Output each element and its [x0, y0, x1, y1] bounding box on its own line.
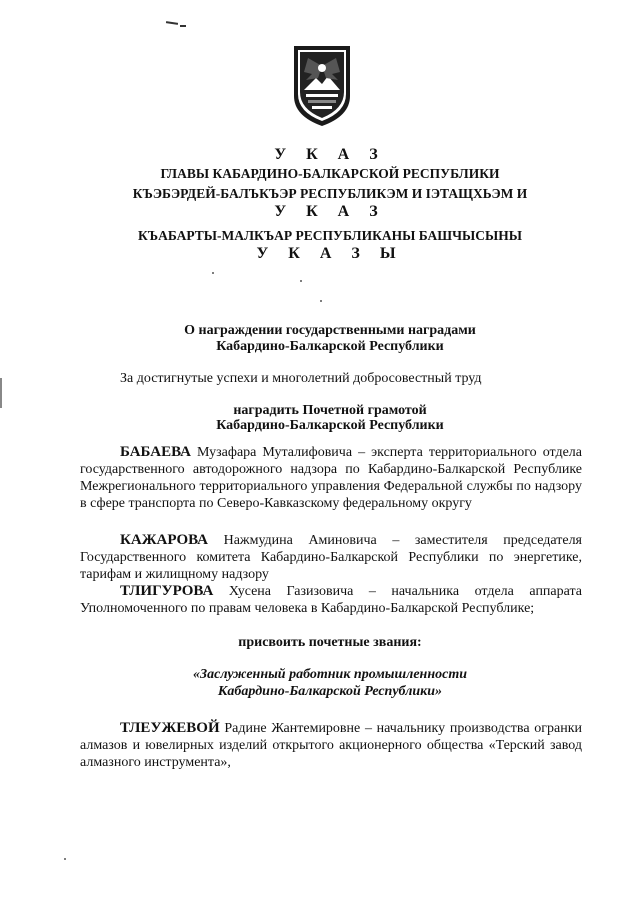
person-description: Нажмудина Аминовича – заместителя председателя Государственного комитета Кабардино-Балкарской Республики по энергетике, тарифам и жилищному надзору: [80, 533, 582, 582]
award-entry: [80, 532, 582, 583]
honor-title-line2: Кабардино-Балкарской Республики»: [217, 684, 443, 699]
award-heading-line2: Кабардино-Балкарской Республики: [216, 418, 444, 433]
decree-title-kab: У К А З: [274, 203, 386, 220]
header-line-kab: КЪЭБЭРДЕЙ-БАЛЪКЪЭР РЕСПУБЛИКЭМ И ІЭТАЩХЬЭМ И: [132, 186, 528, 201]
decree-subject-line2: Кабардино-Балкарской Республики: [216, 339, 444, 354]
scan-dot: [320, 300, 322, 302]
person-surname: КАЖАРОВА: [120, 532, 209, 548]
scan-artifact: [0, 378, 2, 408]
award-entry: [80, 583, 582, 617]
award-heading-line1: наградить Почетной грамотой: [233, 403, 427, 418]
decree-subject-line1: О награждении государственными наградами: [184, 323, 476, 338]
decree-title-bal: У К А З Ы: [256, 245, 404, 262]
scan-dot: [64, 858, 66, 860]
person-surname: ТЛИГУРОВА: [120, 583, 214, 599]
person-description: Хусена Газизовича – начальника отдела аппарата Уполномоченного по правам человека в Кабардино-Балкарской Республике;: [80, 584, 582, 616]
honor-title-line1: «Заслуженный работник промышленности: [192, 667, 467, 682]
person-description: Радине Жантемировне – начальнику производства огранки алмазов и ювелирных изделий открытого акционерного общества «Терский завод алмазного инструмента»,: [80, 721, 582, 770]
scan-dot: [212, 272, 214, 274]
decree-header: [80, 0, 580, 270]
header-line-ru: ГЛАВЫ КАБАРДИНО-БАЛКАРСКОЙ РЕСПУБЛИКИ: [160, 166, 500, 181]
person-surname: БАБАЕВА: [120, 444, 192, 460]
award-entry: [80, 444, 582, 512]
person-description: Музафара Муталифовича – эксперта территориального отдела государственного автодорожного надзора по Кабардино-Балкарской Республике Межрегионального территориального управления Федеральной службы по надзору в сфере транспорта по Северо-Кавказскому федеральному округу: [80, 445, 582, 511]
header-line-bal: КЪАБАРТЫ-МАЛКЪАР РЕСПУБЛИКАНЫ БАШЧЫСЫНЫ: [137, 228, 523, 243]
preamble: За достигнутые успехи и многолетний добросовестный труд: [120, 371, 482, 386]
decree-title-ru: У К А З: [274, 146, 386, 163]
honor-heading: присвоить почетные звания:: [238, 635, 422, 650]
person-surname: ТЛЕУЖЕВОЙ: [120, 720, 220, 736]
honor-entry: [80, 720, 582, 771]
scan-dot: [300, 280, 302, 282]
